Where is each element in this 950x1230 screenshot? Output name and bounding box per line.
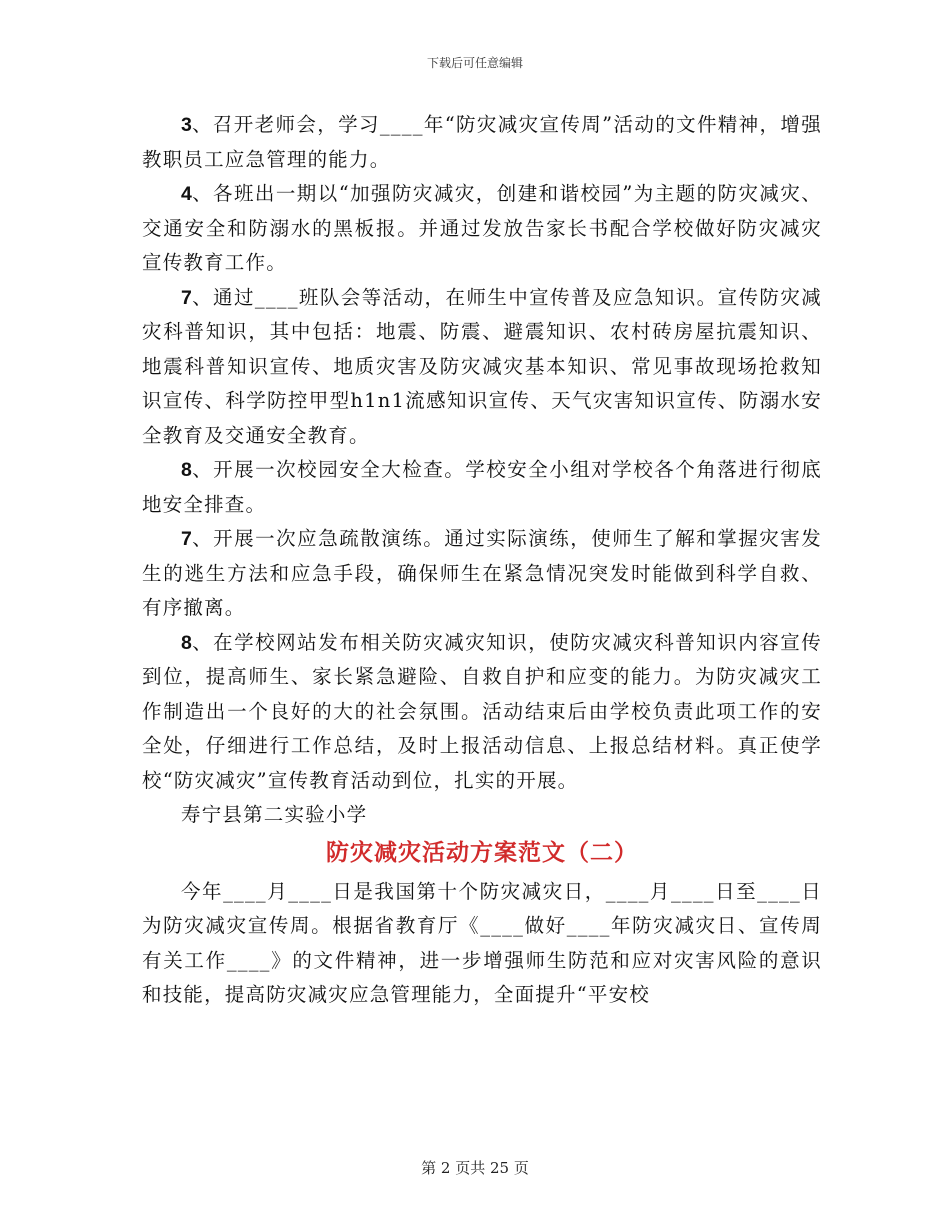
item-number: 4 [181,183,192,205]
page-footer: 第 2 页共 25 页 [421,1159,529,1177]
paragraph-item-7a [142,281,822,454]
document-body [142,108,822,1013]
paragraph-item-7b [142,522,822,626]
section-title: 防灾减灾活动方案范文（二） [326,839,638,866]
paragraph-text: 、开展一次校园安全大检查。学校安全小组对学校各个角落进行彻底地安全排查。 [142,458,822,516]
paragraph-text: 、各班出一期以“加强防灾减灾，创建和谐校园”为主题的防灾减灾、交通安全和防溺水的黑板报。并通过发放告家长书配合学校做好防灾减灾宣传教育工作。 [142,182,822,274]
paragraph-text: 、开展一次应急疏散演练。通过实际演练，使师生了解和掌握灾害发生的逃生方法和应急手段，确保师生在紧急情况突发时能做到科学自救、有序撤离。 [142,527,822,619]
paragraph-item-3 [142,108,822,177]
item-number: 7 [181,286,192,309]
paragraph-text: 、在学校网站发布相关防灾减灾知识，使防灾减灾科普知识内容宣传到位，提高师生、家长紧急避险、自救自护和应变的能力。为防灾减灾工作制造出一个良好的大的社会氛围。活动结束后由学校负责此项工作的安全处，仔细进行工作总结，及时上报活动信息、上报总结材料。真正使学校“防灾减灾”宣传教育活动到位，扎实的开展。 [142,630,822,792]
item-number: 8 [181,459,192,481]
paragraph-item-4 [142,177,822,281]
paragraph-text: 、召开老师会，学习____年“防灾减灾宣传周”活动的文件精神，增强教职员工应急管理的能力。 [142,113,822,171]
section-paragraph: 今年____月____日是我国第十个防灾减灾日，____月____日至____日为防灾减灾宣传周。根据省教育厅《____做好____年防灾减灾日、宣传周有关工作____》的文件精神，进一步增强师生防范和应对灾害风险的意识和技能，提高防灾减灾应急管理能力，全面提升“平安校 [142,879,822,1006]
paragraph-item-8b [142,626,822,799]
paragraph-text: 、通过____班队会等活动，在师生中宣传普及应急知识。宣传防灾减灾科普知识，其中包括：地震、防震、避震知识、农村砖房屋抗震知识、地震科普知识宣传、地质灾害及防灾减灾基本知识、常见事故现场抢救知识宣传、科学防控甲型h1n1流感知识宣传、天气灾害知识宣传、防溺水安全教育及交通安全教育。 [142,285,822,447]
item-number: 7 [181,528,192,550]
signature: 寿宁县第二实验小学 [181,803,368,826]
page-header: 下载后可任意编辑 [426,56,523,70]
item-number: 8 [181,631,192,654]
paragraph-item-8a [142,453,822,522]
item-number: 3 [181,114,192,136]
